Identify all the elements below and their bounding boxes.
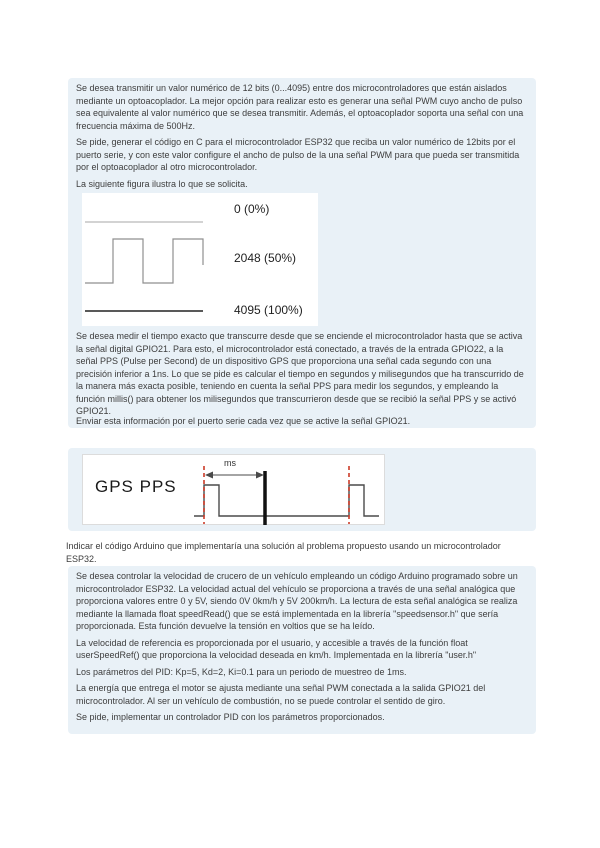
pwm-label-50-percent: 2048 (50%) (234, 251, 297, 265)
problem1-paragraph-2: Se pide, generar el código en C para el microcontrolador ESP32 que reciba un valor numérico de 12bits por el puerto serie, y con este valor configure el ancho de pulso de la una señal PWM para que pueda ser transmitida por el optoacoplador al otro microcontrolador. (76, 137, 520, 172)
problem2-task-note: Indicar el código Arduino que implementaría una solución al problema propuesto usando un microcontrolador ESP32. (66, 541, 501, 564)
problem1-paragraph-1: Se desea transmitir un valor numérico de 12 bits (0...4095) entre dos microcontroladores que están aislados mediante un optoacoplador. La mejor opción para realizar esto es generar una señal PWM cuyo ancho de pulso sea equivalente al valor numérico que se desea transmitir. Además, el optoacoplador soporta una señal con una frecuencia máxima de 500Hz. (76, 83, 524, 131)
problem1-block (68, 78, 536, 333)
ms-arrow-label: ms (224, 458, 236, 468)
pwm-label-0-percent: 0 (0%) (234, 202, 270, 216)
problem3-block (68, 566, 536, 734)
problem2-paragraph-1: Se desea medir el tiempo exacto que transcurre desde que se enciende el microcontrolador hasta que se activa la señal digital GPIO21. Para esto, el microcontrolador está conectado, a través de la entrada GPIO22, a la señal PPS (Pulse per Second) de un dispositivo GPS que proporciona una señal cada segundo con una precisión inferior a 1ns. Lo que se pide es calcular el tiempo en segundos y milisegundos que ha transcurrido de la manera más exacta posible, teniendo en cuenta la señal PPS para medir los segundos, y empleando la función millis() para obtener los milisegundos que transcurrieron desde que se recibió la señal PPS y se activó GPIO21. (76, 331, 524, 416)
gps-pps-figure (82, 454, 385, 525)
problem3-paragraph-3: Los parámetros del PID: Kp=5, Kd=2, Ki=0.1 para un periodo de muestreo de 1ms. (76, 666, 407, 677)
problem2-send-note: Enviar esta información por el puerto serie cada vez que se active la señal GPIO21. (76, 416, 411, 426)
problem3-paragraph-2: La velocidad de referencia es proporcionada por el usuario, y accesible a través de la función float userSpeedRef() que proporciona la velocidad deseada en km/h. Implementada en la librería "user.h" (76, 637, 477, 660)
pwm-duty-cycle-figure (82, 193, 318, 326)
pwm-label-100-percent: 4095 (100%) (234, 303, 303, 317)
gps-pps-figure-block (68, 448, 536, 531)
problem3-paragraph-1: Se desea controlar la velocidad de crucero de un vehículo empleando un código Arduino programado sobre un microcontrolador ESP32. La velocidad actual del vehículo se proporciona a través de una señal analógica que proporciona valores entre 0 y 5V, siendo 0V 0km/h y 5V 200km/h. La lectura de esta señal analógica se realiza mediante la llamada float speedRead() que se está implementada en la librería "speedsensor.h" que sería proporcionada. Esta función devuelve la tensión en voltios que se ha leído. (76, 571, 518, 631)
problem3-paragraph-4: La energía que entrega el motor se ajusta mediante una señal PWM conectada a la salida GPIO21 del microcontrolador. Al ser un vehículo de combustión, no se puede controlar el sentido de giro. (76, 683, 486, 706)
problem1-paragraph-3: La siguiente figura ilustra lo que se solicita. (76, 178, 248, 189)
problem2-block (68, 326, 536, 428)
problem3-paragraph-5: Se pide, implementar un controlador PID con los parámetros proporcionados. (76, 712, 385, 722)
gps-pps-signal-label: GPS PPS (95, 477, 177, 496)
